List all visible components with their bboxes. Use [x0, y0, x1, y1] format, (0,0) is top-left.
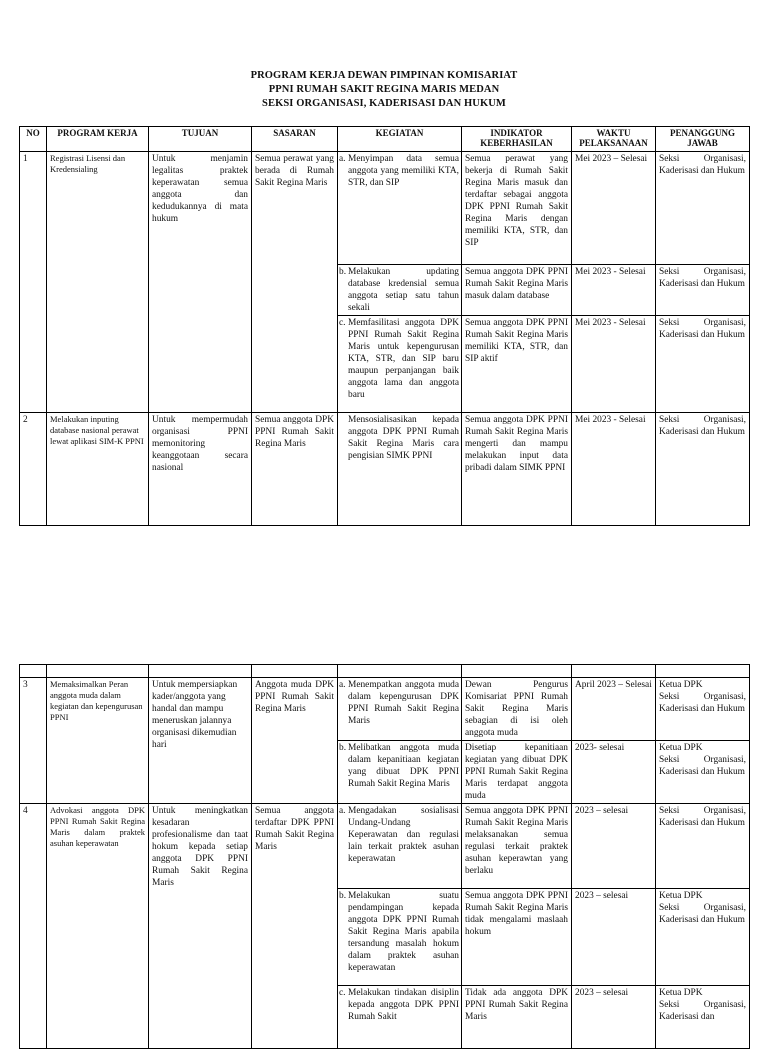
- kegiatan-cell: [338, 678, 462, 741]
- waktu-cell: April 2023 – Selesai: [572, 678, 656, 741]
- header-indikator: INDIKATOR KEBERHASILAN: [462, 127, 572, 152]
- blank-cell: [252, 665, 338, 678]
- indikator-cell: Semua anggota DPK PPNI Rumah Sakit Regina Maris tidak mengalami maslaah hokum: [462, 889, 572, 986]
- header-no: NO: [20, 127, 47, 152]
- item-mark: c.: [339, 318, 346, 328]
- waktu-cell: Mei 2023 - Selesai: [572, 316, 656, 413]
- item-mark: c.: [339, 988, 346, 998]
- pj-cell: Seksi Organisasi, Kaderisasi dan Hukum: [656, 804, 750, 889]
- row-tujuan: Untuk meningkatkan kesadaran profesionalisme dan taat hokum kepada setiap anggota DPK PPNI Rumah Sakit Regina Maris: [149, 804, 252, 1049]
- kegiatan-text: Mensosialisasikan kepada anggota DPK PPNI Rumah Sakit Regina Maris cara pengisian SIMK PPNI: [348, 415, 459, 461]
- item-mark: b.: [339, 891, 347, 901]
- title-line-3: SEKSI ORGANISASI, KADERISASI DAN HUKUM: [262, 98, 506, 109]
- item-mark: a.: [339, 154, 346, 164]
- program-table-page-2: [19, 664, 750, 1049]
- row-sasaran: Semua anggota DPK PPNI Rumah Sakit Regina Maris: [252, 413, 338, 526]
- indikator-cell: Semua anggota DPK PPNI Rumah Sakit Regina Maris melaksanakan semua regulasi terkait praktek asuhan keperawtan yang berlaku: [462, 804, 572, 889]
- blank-cell: [149, 665, 252, 678]
- item-mark: a.: [339, 680, 346, 690]
- program-table-page-1: [19, 126, 750, 526]
- indikator-cell: Semua anggota DPK PPNI Rumah Sakit Regina Maris memiliki KTA, STR, dan SIP aktif: [462, 316, 572, 413]
- pj-cell: Ketua DPK Seksi Organisasi, Kaderisasi dan: [656, 986, 750, 1049]
- pj-cell: Ketua DPK Seksi Organisasi, Kaderisasi dan Hukum: [656, 889, 750, 986]
- blank-cell: [47, 665, 149, 678]
- row-no: 2: [20, 413, 47, 526]
- kegiatan-cell: [338, 316, 462, 413]
- blank-cell: [572, 665, 656, 678]
- indikator-cell: Tidak ada anggota DPK PPNI Rumah Sakit Regina Maris: [462, 986, 572, 1049]
- kegiatan-text: Melakukan suatu pendampingan kepada anggota DPK PPNI Rumah Sakit Regina Maris apabila tersandung masalah hokum dalam praktek asuhan keperawatan: [348, 891, 459, 973]
- pj-cell: Seksi Organisasi, Kaderisasi dan Hukum: [656, 413, 750, 526]
- pj-cell: Seksi Organisasi, Kaderisasi dan Hukum: [656, 316, 750, 413]
- row-no: 4: [20, 804, 47, 1049]
- title-line-2: PPNI RUMAH SAKIT REGINA MARIS MEDAN: [268, 84, 500, 95]
- table-row: [20, 804, 750, 889]
- header-kegiatan: KEGIATAN: [338, 127, 462, 152]
- row-program-kerja: Memaksimalkan Peran anggota muda dalam kegiatan dan kepengurusan PPNI: [47, 678, 149, 804]
- row-tujuan: Untuk menjamin legalitas praktek keperawatan semua anggota dan kedudukannya di mata hukum: [149, 152, 252, 413]
- pj-cell: Seksi Organisasi, Kaderisasi dan Hukum: [656, 265, 750, 316]
- row-tujuan: Untuk mempersiapkan kader/anggota yang handal dan mampu meneruskan jalannya organisasi dikemudian hari: [149, 678, 252, 804]
- table-row: [20, 413, 750, 526]
- waktu-cell: 2023- selesai: [572, 741, 656, 804]
- indikator-cell: Disetiap kepanitiaan kegiatan yang dibuat DPK PPNI Rumah Sakit Regina Maris terdapat anggota muda: [462, 741, 572, 804]
- row-program-kerja: Advokasi anggota DPK PPNI Rumah Sakit Regina Maris dalam praktek asuhan keperawatan: [47, 804, 149, 1049]
- kegiatan-text: Melibatkan anggota muda dalam kepanitiaan kegiatan yang dibuat DPK PPNI Rumah Sakit Regina Maris: [348, 743, 459, 789]
- waktu-cell: 2023 – selesai: [572, 986, 656, 1049]
- kegiatan-text: Mengadakan sosialisasi Undang-Undang Keperawatan dan regulasi lain terkait praktek asuhan keperawatan: [348, 806, 459, 864]
- blank-cell: [20, 665, 47, 678]
- item-mark: [339, 414, 348, 462]
- row-program-kerja: Melakukan inputing database nasional perawat lewat aplikasi SIM-K PPNI: [47, 413, 149, 526]
- document-title: [0, 69, 768, 111]
- indikator-cell: Semua anggota DPK PPNI Rumah Sakit Regina Maris masuk dalam database: [462, 265, 572, 316]
- row-tujuan: Untuk mempermudah organisasi PPNI memonitoring keanggotaan secara nasional: [149, 413, 252, 526]
- kegiatan-text: Menempatkan anggota muda dalam kepengurusan DPK PPNI Rumah Sakit Regina Maris: [348, 680, 459, 726]
- row-no: 3: [20, 678, 47, 804]
- kegiatan-cell: [338, 265, 462, 316]
- blank-cell: [656, 665, 750, 678]
- row-sasaran: Semua perawat yang berada di Rumah Sakit Regina Maris: [252, 152, 338, 413]
- header-sasaran: SASARAN: [252, 127, 338, 152]
- kegiatan-cell: [338, 152, 462, 265]
- header-waktu: WAKTU PELAKSANAAN: [572, 127, 656, 152]
- indikator-cell: Semua perawat yang bekerja di Rumah Sakit Regina Maris masuk dan terdaftar sebagai anggota DPK PPNI Rumah Sakit Regina Maris dengan memiliki KTA, STR, dan SIP: [462, 152, 572, 265]
- item-mark: b.: [339, 743, 347, 753]
- kegiatan-text: Memfasilitasi anggota DPK PPNI Rumah Sakit Regina Maris untuk kepengurusan KTA, STR, dan SIP baru maupun perpanjangan baik anggota lama dan anggota baru: [348, 318, 459, 400]
- kegiatan-cell: [338, 413, 462, 526]
- kegiatan-cell: [338, 741, 462, 804]
- waktu-cell: 2023 – selesai: [572, 889, 656, 986]
- pj-cell: Ketua DPK Seksi Organisasi, Kaderisasi dan Hukum: [656, 741, 750, 804]
- indikator-cell: Dewan Pengurus Komisariat PPNI Rumah Sakit Regina Maris sebagian di isi oleh anggota muda: [462, 678, 572, 741]
- item-mark: a.: [339, 806, 346, 816]
- kegiatan-text: Menyimpan data semua anggota yang memiliki KTA, STR, dan SIP: [348, 154, 459, 188]
- pj-cell: Seksi Organisasi, Kaderisasi dan Hukum: [656, 152, 750, 265]
- table-header-row: [20, 127, 750, 152]
- blank-cell: [338, 665, 462, 678]
- indikator-cell: Semua anggota DPK PPNI Rumah Sakit Regina Maris mengerti dan mampu melakukan input data pribadi dalam SIMK PPNI: [462, 413, 572, 526]
- row-sasaran: Semua anggota terdaftar DPK PPNI Rumah Sakit Regina Maris: [252, 804, 338, 1049]
- table-row: [20, 678, 750, 741]
- waktu-cell: 2023 – selesai: [572, 804, 656, 889]
- waktu-cell: Mei 2023 - Selesai: [572, 265, 656, 316]
- row-program-kerja: Registrasi Lisensi dan Kredensialing: [47, 152, 149, 413]
- kegiatan-text: Melakukan tindakan disiplin kepada anggota DPK PPNI Rumah Sakit: [348, 988, 459, 1022]
- waktu-cell: Mei 2023 – Selesai: [572, 152, 656, 265]
- table-row: [20, 152, 750, 265]
- title-line-1: PROGRAM KERJA DEWAN PIMPINAN KOMISARIAT: [250, 70, 518, 81]
- header-penanggung-jawab: PENANGGUNG JAWAB: [656, 127, 750, 152]
- header-tujuan: TUJUAN: [149, 127, 252, 152]
- pj-cell: Ketua DPK Seksi Organisasi, Kaderisasi dan Hukum: [656, 678, 750, 741]
- item-mark: b.: [339, 267, 347, 277]
- blank-cell: [462, 665, 572, 678]
- kegiatan-cell: [338, 804, 462, 889]
- row-no: 1: [20, 152, 47, 413]
- kegiatan-cell: [338, 889, 462, 986]
- kegiatan-cell: [338, 986, 462, 1049]
- waktu-cell: Mei 2023 - Selesai: [572, 413, 656, 526]
- table-blank-header-row: [20, 665, 750, 678]
- header-program-kerja: PROGRAM KERJA: [47, 127, 149, 152]
- kegiatan-text: Melakukan updating database kredensial semua anggota setiap satu tahun sekali: [348, 267, 459, 313]
- row-sasaran: Anggota muda DPK PPNI Rumah Sakit Regina Maris: [252, 678, 338, 804]
